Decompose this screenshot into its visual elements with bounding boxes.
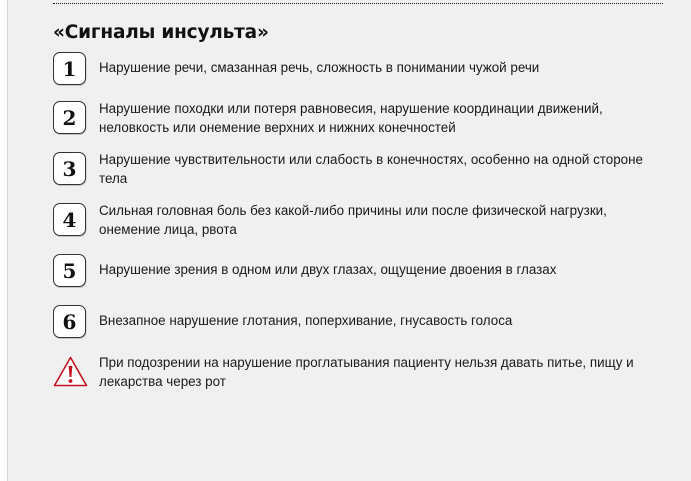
item-text-6: Внезапное нарушение глотания, поперхивание, гнусавость голоса bbox=[99, 313, 513, 328]
warning-text: При подозрении на нарушение проглатывания пациенту нельзя давать питье, пищу и лекарства через рот bbox=[99, 355, 634, 389]
item-text-3: Нарушение чувствительности или слабость в конечностях, особенно на одной стороне тела bbox=[99, 152, 643, 186]
number-badge-2: 2 bbox=[53, 101, 86, 134]
item-text-1: Нарушение речи, смазанная речь, сложность в понимании чужой речи bbox=[99, 60, 540, 75]
item-text-2: Нарушение походки или потеря равновесия, нарушение координации движений, неловкость или онемение верхних и нижних конечностей bbox=[99, 101, 603, 135]
number-badge-6: 6 bbox=[53, 305, 86, 338]
number-badge-3: 3 bbox=[53, 152, 86, 185]
number-badge-4: 4 bbox=[53, 203, 86, 236]
page-title: «Сигналы инсульта» bbox=[53, 22, 269, 43]
content-panel bbox=[7, 0, 691, 481]
item-text-4: Сильная головная боль без какой-либо причины или после физической нагрузки, онемение лица, рвота bbox=[99, 203, 607, 237]
number-badge-5: 5 bbox=[53, 254, 86, 287]
number-badge-1: 1 bbox=[53, 52, 86, 85]
item-text-5: Нарушение зрения в одном или двух глазах, ощущение двоения в глазах bbox=[99, 262, 557, 277]
top-divider bbox=[53, 0, 663, 4]
warning-triangle-icon bbox=[53, 356, 88, 387]
